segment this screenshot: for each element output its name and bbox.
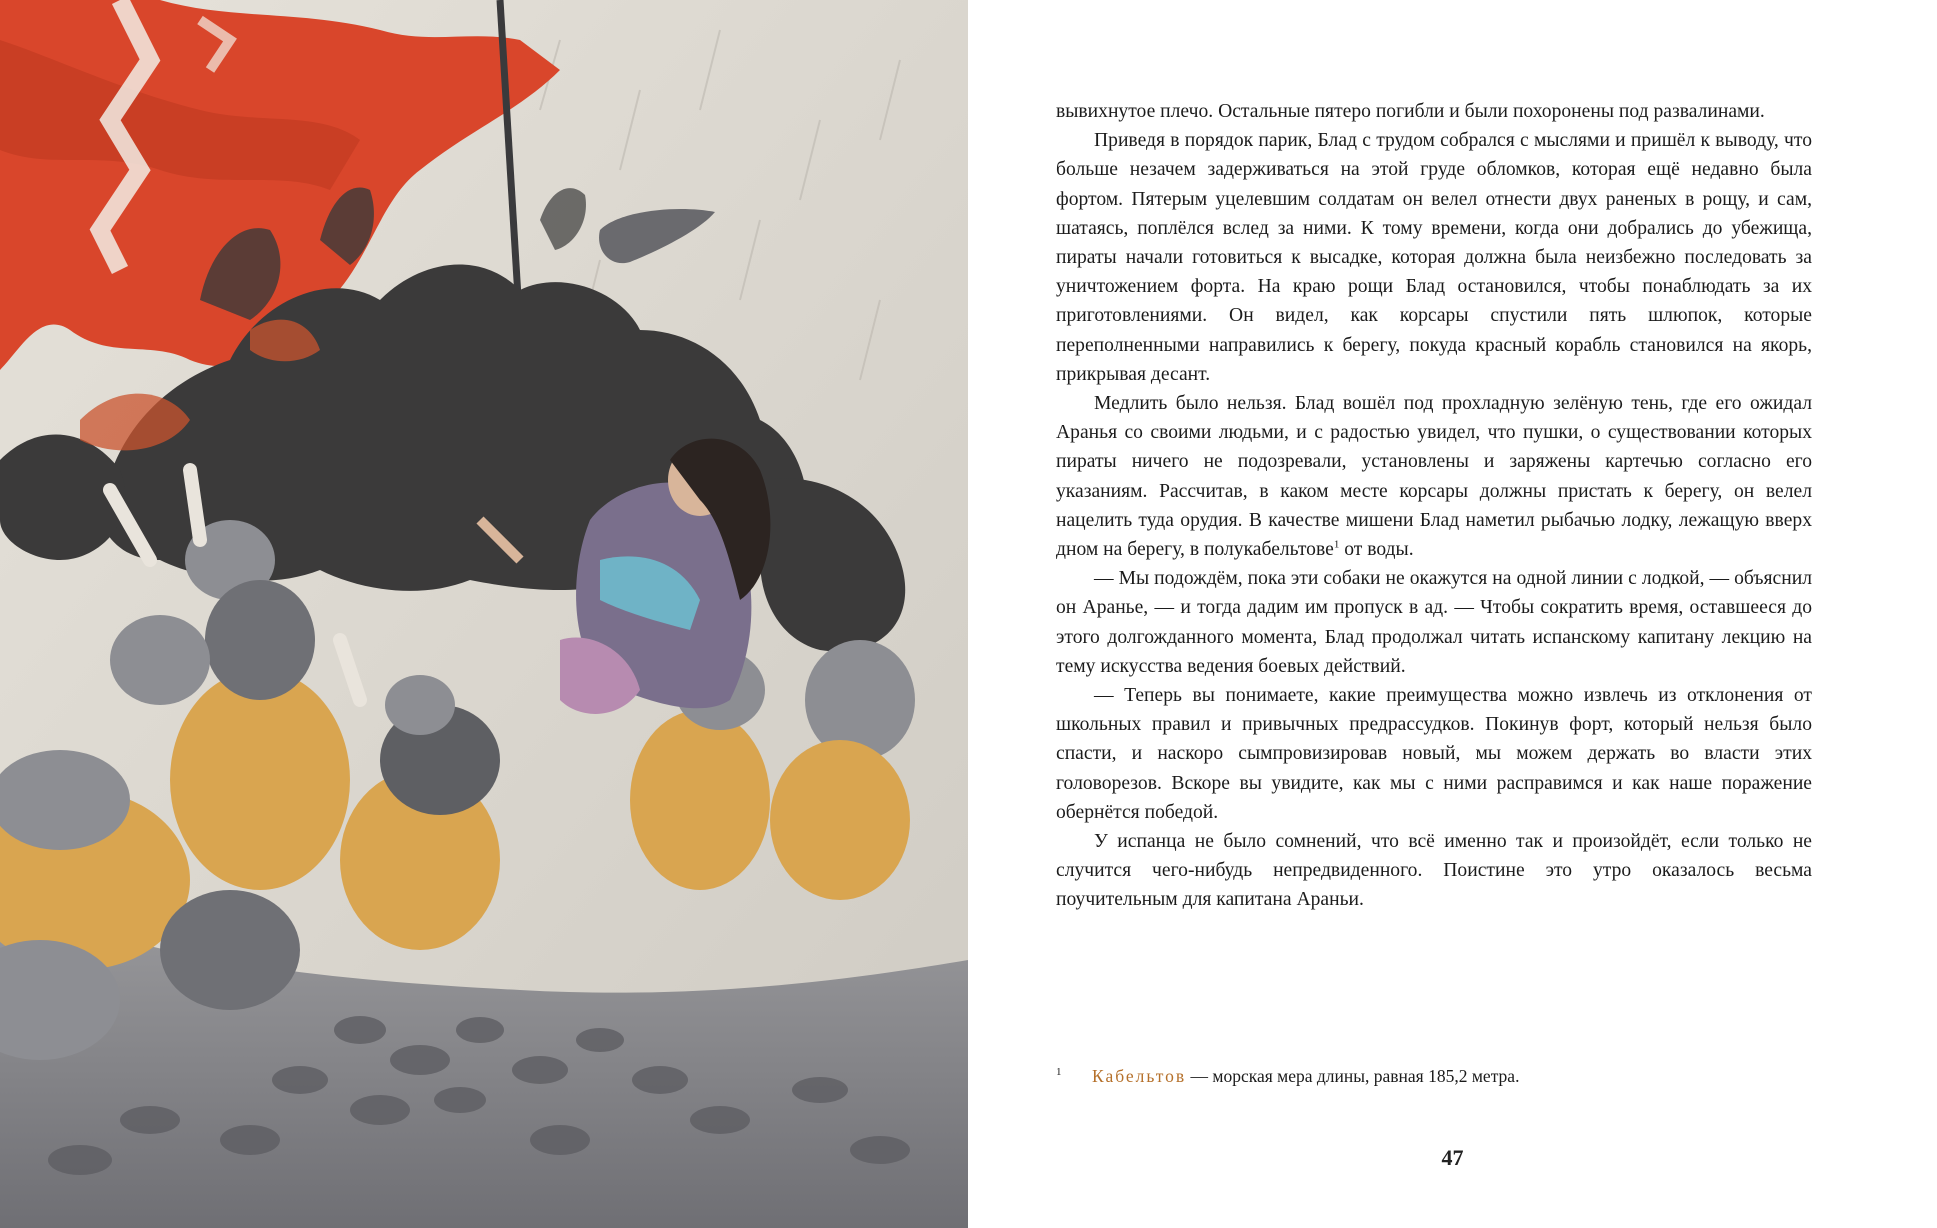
page-number: 47 bbox=[1441, 1145, 1464, 1170]
footnote: 1 Кабельтов — морская мера длины, равная 185,2 метра. bbox=[1056, 1066, 1520, 1086]
paragraph-text: от воды. bbox=[1339, 539, 1414, 561]
battle-illustration bbox=[0, 0, 968, 1228]
paragraph bbox=[1056, 389, 1812, 564]
paragraph-text: Медлить было нельзя. Блад вошёл под прохладную зелёную тень, где его ожидал Аранья со своими людьми, и с радостью увидел, что пушки, о существовании которых пираты ничего не подозревали, установлены и заряжены картечью согласно его указаниям. Рассчитав, в каком месте корсары должны пристать к берегу, он велел нацелить туда орудия. В качестве мишени Блад наметил рыбачью лодку, лежащую вверх дном на берегу, в полукабельтове bbox=[1056, 393, 1812, 561]
body-text bbox=[1056, 97, 1812, 915]
paragraph: — Теперь вы понимаете, какие преимущества можно извлечь из отклонения от школьных правил и привычных предрассудков. Покинув форт, который нельзя было спасти, и наскоро сымпровизировав новый, мы можем держать во власти этих головорезов. Вскоре вы увидите, как мы с ними расправимся и как наше поражение обернётся победой. bbox=[1056, 685, 1812, 823]
painting-icon bbox=[0, 0, 968, 1228]
paragraph: У испанца не было сомнений, что всё именно так и произойдёт, если только не случится чего-нибудь непредвиденного. Поистине это утро оказалось весьма поучительным для капитана Араньи. bbox=[1056, 831, 1812, 911]
footnote-definition: — морская мера длины, равная 185,2 метра. bbox=[1186, 1066, 1520, 1086]
paragraph: вывихнутое плечо. Остальные пятеро погибли и были похоронены под развалинами. bbox=[1056, 101, 1765, 122]
paragraph: Приведя в порядок парик, Блад с трудом собрался с мыслями и пришёл к выводу, что больше незачем задерживаться на этой груде обломков, которая ещё недавно была фортом. Пятерым уцелевшим солдатам он велел отнести двух раненых в рощу, и сам, шатаясь, поплёлся вслед за ними. К тому времени, когда они добрались до убежища, пираты начали готовиться к высадке, которая должна была неизбежно последовать за уничтожением форта. На краю рощи Блад остановился, чтобы понаблюдать за их приготовлениями. Он видел, как корсары спустили пять шлюпок, которые переполненными направились к берегу, покуда красный корабль становился на якорь, прикрывая десант. bbox=[1056, 130, 1812, 385]
footnote-reference[interactable]: 1 bbox=[1333, 538, 1340, 551]
footnote-term: Кабельтов bbox=[1092, 1066, 1187, 1086]
text-page bbox=[968, 0, 1937, 1228]
paragraph: — Мы подождём, пока эти собаки не окажутся на одной линии с лодкой, — объяснил он Аранье, — и тогда дадим им пропуск в ад. — Чтобы сократить время, оставшееся до этого долгожданного момента, Блад продолжал читать испанскому капитану лекцию на тему искусства ведения боевых действий. bbox=[1056, 568, 1812, 677]
